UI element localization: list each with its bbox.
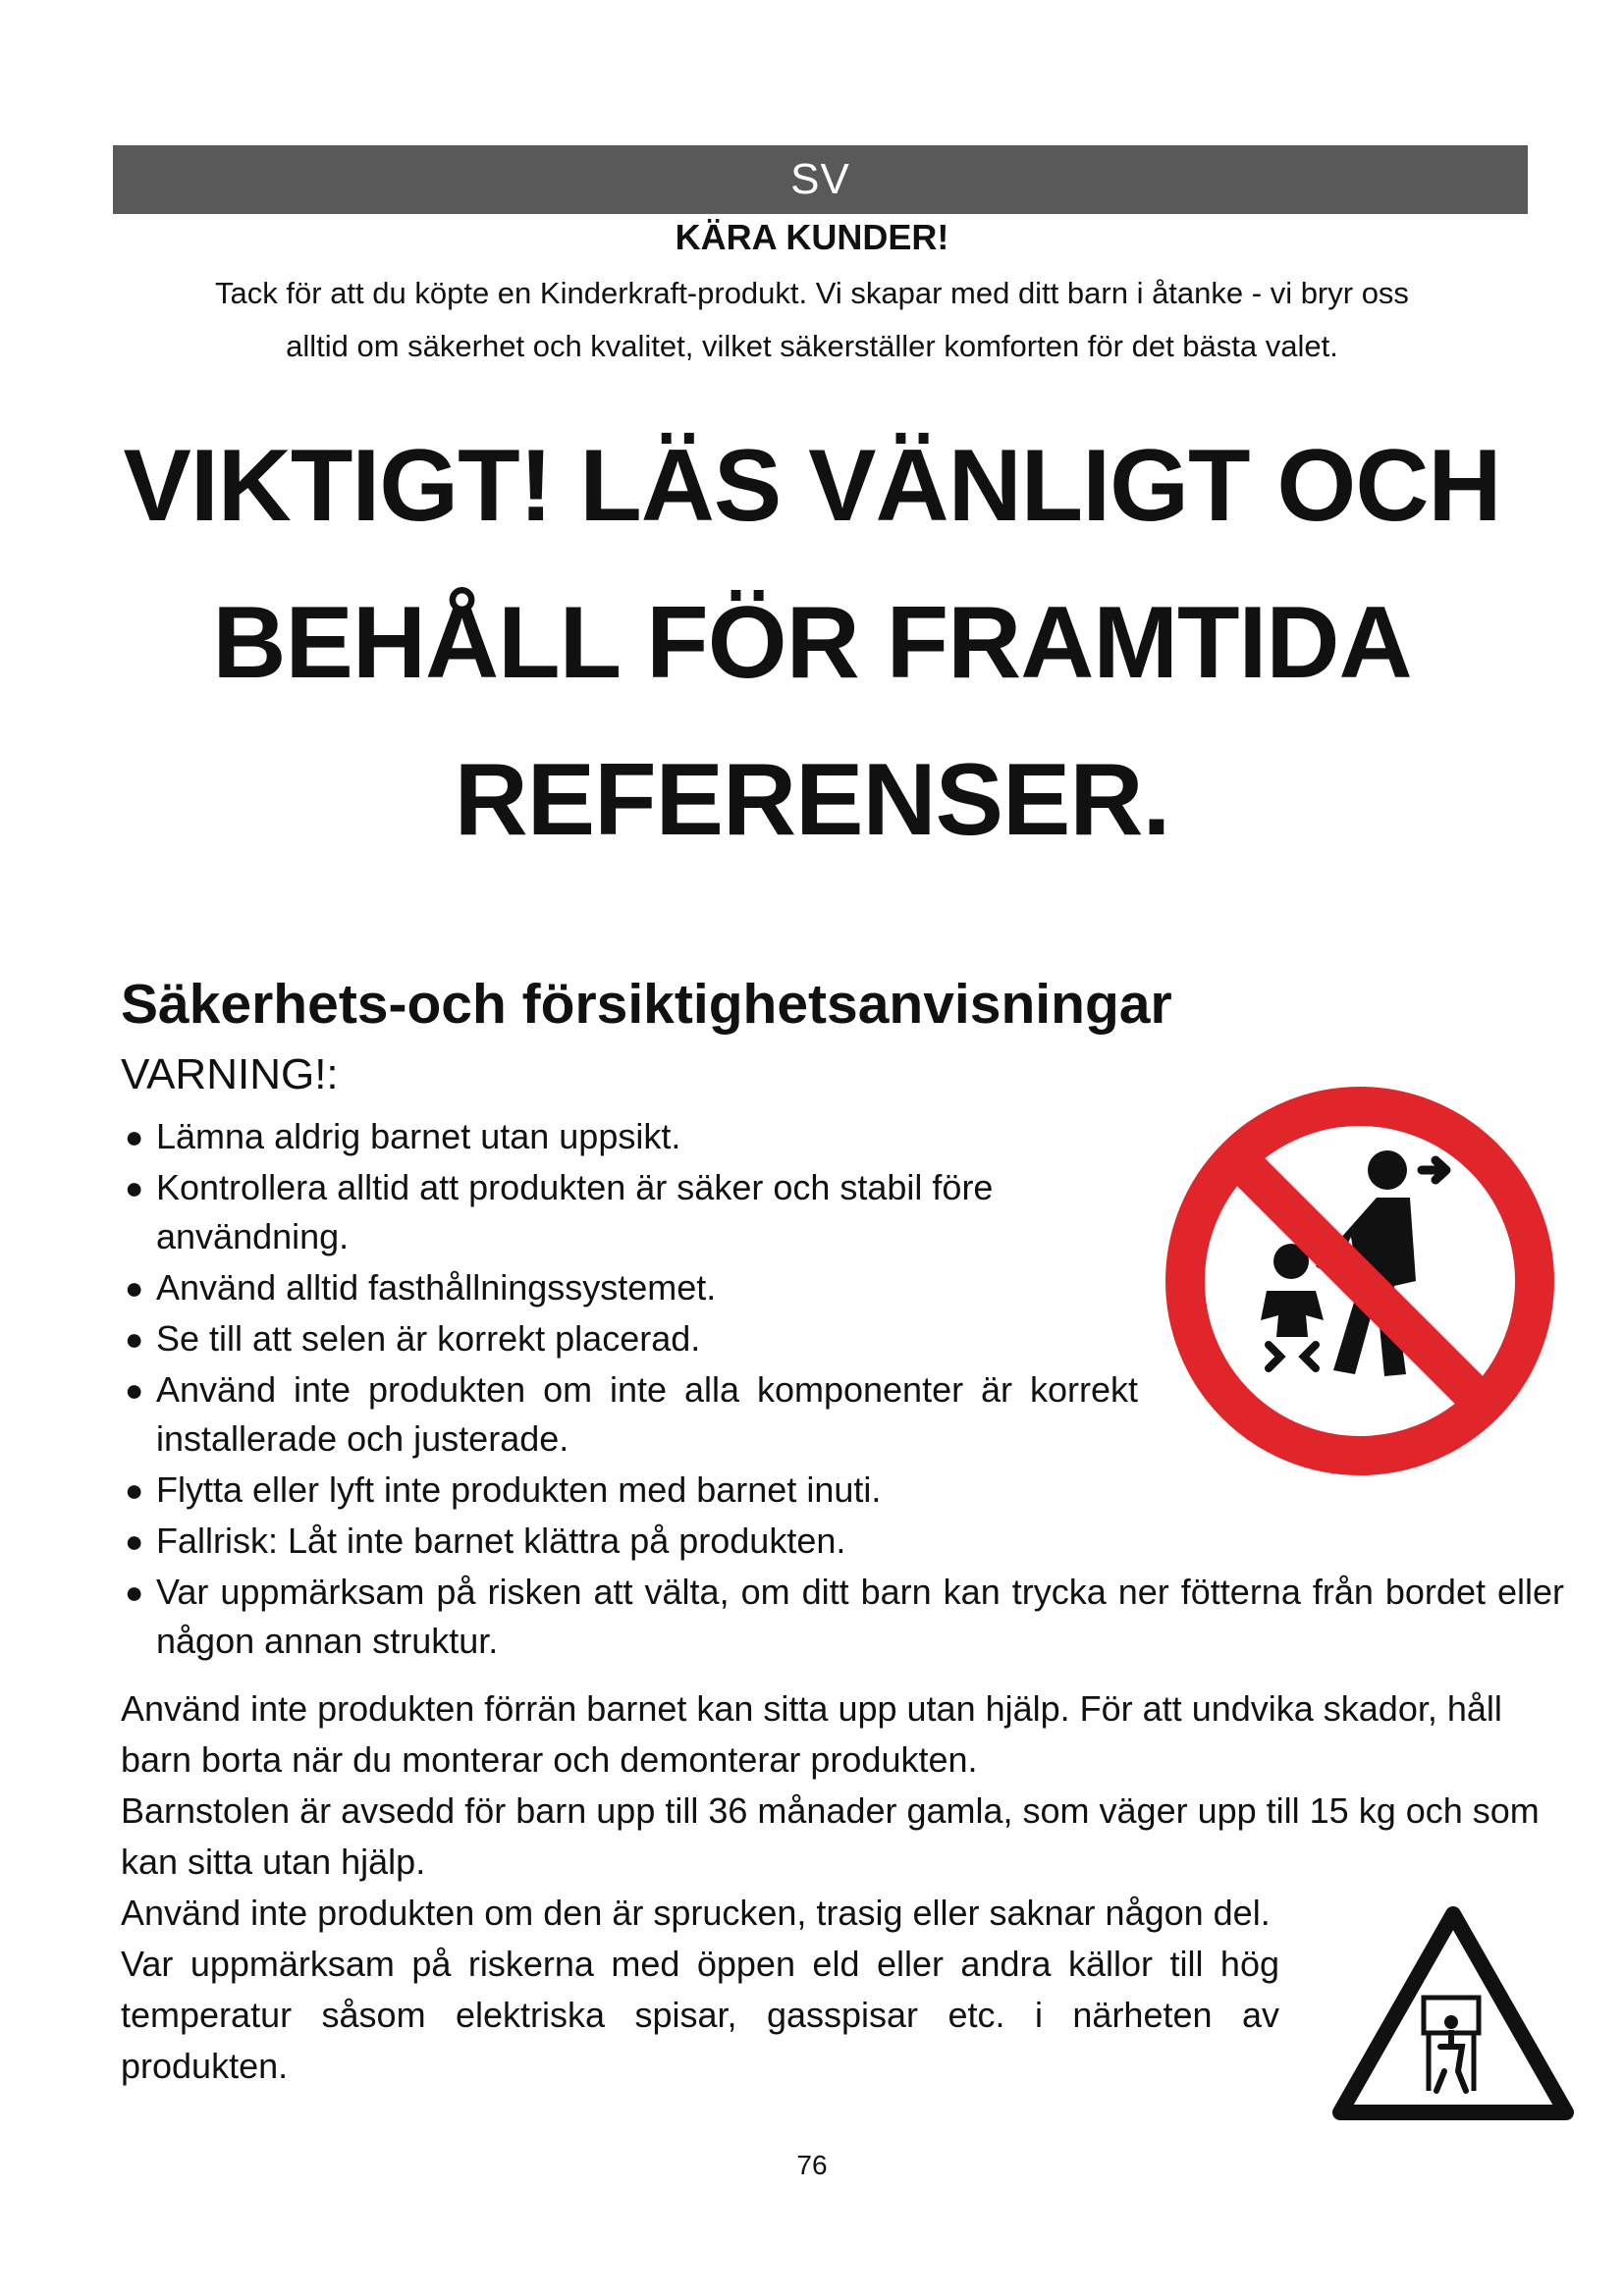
do-not-leave-child-unattended-icon xyxy=(1159,1080,1561,1482)
language-header-bar xyxy=(113,145,1528,214)
headline-line: BEHÅLL FÖR FRAMTIDA xyxy=(212,586,1412,700)
list-item: ● Var uppmärksam på risken att välta, om ditt barn kan trycka ner fötterna från bordet eller någon annan struktur. xyxy=(121,1568,1564,1666)
bullet-icon: ● xyxy=(125,1472,144,1508)
page-number: 76 xyxy=(796,2150,828,2180)
list-item: ● Se till att selen är korrekt placerad. xyxy=(121,1314,1564,1363)
bullet-icon: ● xyxy=(125,1523,144,1559)
intro-line: Tack för att du köpte en Kinderkraft-produkt. Vi skapar med ditt barn i åtanke - vi bryr oss xyxy=(215,276,1409,310)
list-item: ● Använd inte produkten om inte alla komponenter är korrekt installerade och justerade. xyxy=(121,1365,1138,1464)
paragraph: Använd inte produkten förrän barnet kan sitta upp utan hjälp. För att undvika skador, håll barn borta när du monterar och demonterar produkten. xyxy=(121,1688,1502,1780)
list-item: ● Flytta eller lyft inte produkten med barnet inuti. xyxy=(121,1466,1564,1515)
list-item: ● Lämna aldrig barnet utan uppsikt. xyxy=(121,1112,1564,1161)
list-item: ● Fallrisk: Låt inte barnet klättra på produkten. xyxy=(121,1517,1564,1566)
headline-line: VIKTIGT! LÄS VÄNLIGT OCH xyxy=(123,429,1501,543)
intro-line: alltid om säkerhet och kvalitet, vilket säkerställer komforten för det bästa valet. xyxy=(286,329,1338,363)
paragraph: Använd inte produkten om den är sprucken, trasig eller saknar någon del. xyxy=(121,1893,1271,1933)
tip-over-warning-icon xyxy=(1330,1904,1576,2125)
list-item: ● Kontrollera alltid att produkten är säker och stabil före användning. xyxy=(121,1163,1138,1261)
paragraph: Var uppmärksam på riskerna med öppen eld eller andra källor till hög temperatur såsom elektriska spisar, gasspisar etc. i närheten av produkten. xyxy=(121,1944,1279,2086)
headline-line: REFERENSER. xyxy=(454,743,1170,857)
bullet-icon: ● xyxy=(125,1575,144,1610)
important-headline xyxy=(59,407,1565,879)
intro-text xyxy=(137,267,1487,373)
bullet-icon: ● xyxy=(125,1270,144,1306)
language-code: SV xyxy=(790,155,850,203)
bullet-icon: ● xyxy=(125,1321,144,1357)
bullet-icon: ● xyxy=(125,1119,144,1154)
bullet-icon: ● xyxy=(125,1170,144,1205)
section-title: Säkerhets-och försiktighetsanvisningar xyxy=(121,973,1172,1036)
paragraph: Barnstolen är avsedd för barn upp till 36 månader gamla, som väger upp till 15 kg och som kan sitta utan hjälp. xyxy=(121,1790,1540,1882)
bullet-icon: ● xyxy=(125,1372,144,1408)
warning-label: VARNING!: xyxy=(121,1050,339,1098)
list-item: ● Använd alltid fasthållningssystemet. xyxy=(121,1263,1564,1312)
greeting-heading: KÄRA KUNDER! xyxy=(675,217,949,257)
